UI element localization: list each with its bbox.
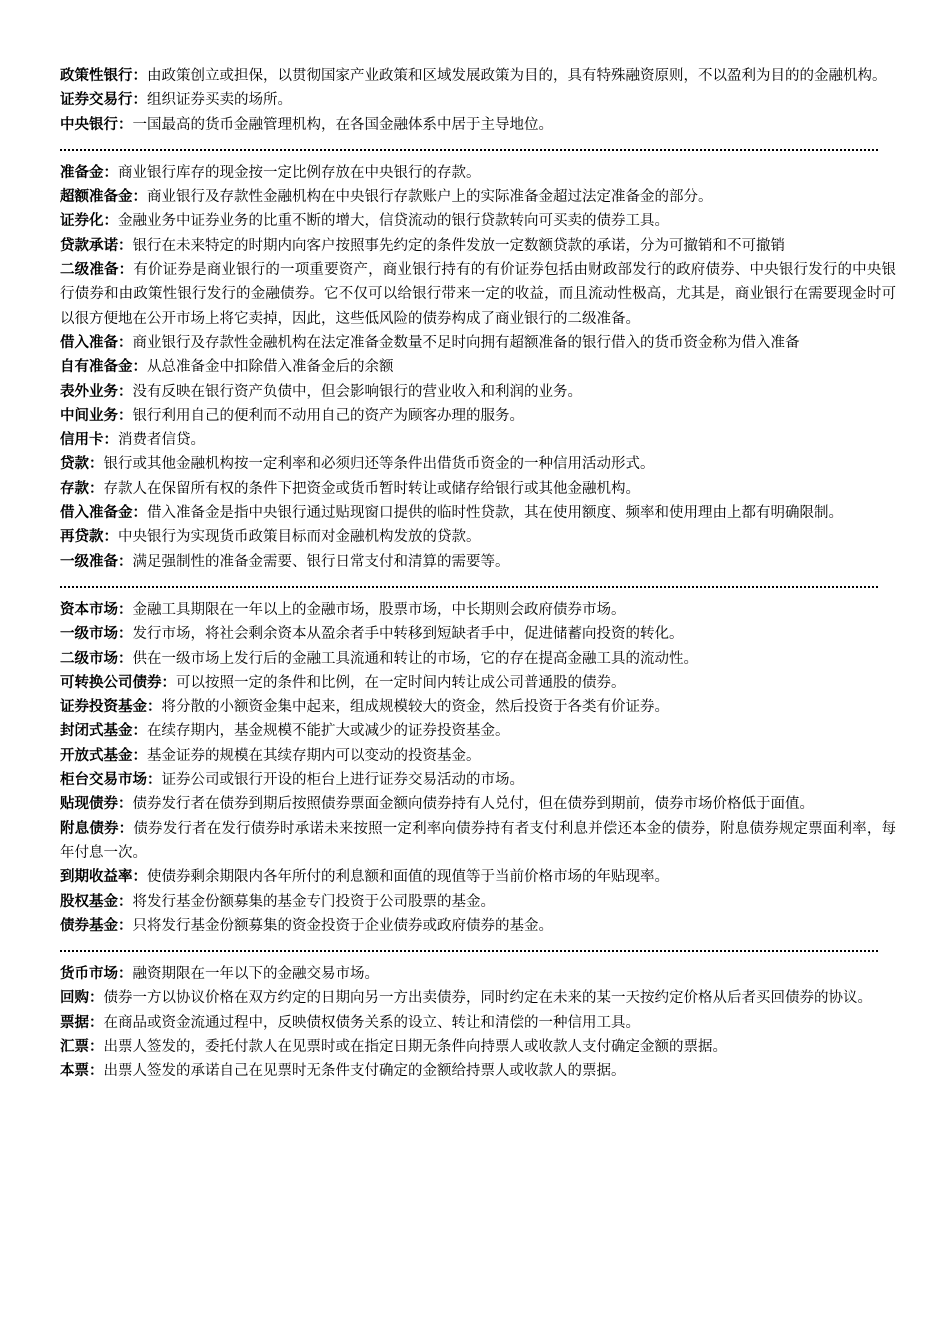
glossary-definition: 没有反映在银行资产负债中，但会影响银行的营业收入和利润的业务。 (132, 383, 582, 400)
glossary-definition: 金融业务中证券业务的比重不断的增大，信贷流动的银行贷款转向可买卖的债券工具。 (118, 213, 669, 230)
glossary-entry (60, 768, 896, 792)
glossary-term: 存款： (60, 479, 104, 497)
glossary-term: 资本市场： (60, 600, 133, 618)
glossary-entry (60, 744, 896, 768)
glossary-definition: 消费者信贷。 (118, 432, 205, 449)
glossary-definition: 由政策创立或担保，以贯彻国家产业政策和区域发展政策为目的，具有特殊融资原则，不以盈利为目的的金融机构。 (147, 68, 887, 84)
glossary-term: 一级准备： (60, 552, 133, 570)
glossary-entry (60, 234, 896, 258)
glossary-term: 证券化： (60, 212, 118, 230)
glossary-entry (60, 525, 896, 549)
glossary-definition: 商业银行及存款性金融机构在中央银行存款账户上的实际准备金超过法定准备金的部分。 (147, 189, 713, 206)
glossary-definition: 基金证券的规模在其续存期内可以变动的投资基金。 (147, 747, 481, 764)
glossary-term: 信用卡： (60, 431, 118, 449)
glossary-definition: 将发行基金份额募集的基金专门投资于公司股票的基金。 (132, 893, 495, 910)
glossary-definition: 借入准备金是指中央银行通过贴现窗口提供的临时性贷款，其在使用额度、频率和使用理由上都有明确限制。 (147, 505, 843, 522)
glossary-definition: 银行或其他金融机构按一定利率和必须归还等条件出借货币资金的一种信用活动形式。 (103, 456, 655, 473)
glossary-definition: 只将发行基金份额募集的资金投资于企业债券或政府债券的基金。 (132, 917, 553, 934)
glossary-definition: 出票人签发的，委托付款人在见票时或在指定日期无条件向持票人或收款人支付确定金额的票据。 (103, 1038, 727, 1055)
glossary-term: 贷款承诺： (60, 236, 133, 254)
glossary-entry (60, 258, 896, 331)
glossary-definition: 债券一方以协议价格在双方约定的日期向另一方出卖债券，同时约定在未来的某一天按约定价格从后者买回债券的协议。 (103, 990, 872, 1007)
glossary-entry (60, 185, 896, 209)
glossary-entry (60, 64, 896, 88)
glossary-entry (60, 404, 896, 428)
glossary-definition: 金融工具期限在一年以上的金融市场，股票市场，中长期则会政府债券市场。 (132, 601, 626, 618)
glossary-entry (60, 477, 896, 501)
glossary-entry (60, 209, 896, 233)
glossary-entry (60, 550, 896, 574)
glossary-term: 准备金： (60, 163, 118, 181)
glossary-definition: 可以按照一定的条件和比例，在一定时间内转让成公司普通股的债券。 (176, 674, 626, 691)
glossary-definition: 商业银行及存款性金融机构在法定准备金数量不足时向拥有超额准备的银行借入的货币资金称为借入准备 (132, 334, 800, 351)
glossary-definition: 商业银行库存的现金按一定比例存放在中央银行的存款。 (118, 164, 481, 181)
glossary-definition: 发行市场，将社会剩余资本从盈余者手中转移到短缺者手中，促进储蓄向投资的转化。 (132, 626, 684, 643)
glossary-definition: 从总准备金中扣除借入准备金后的余额 (147, 359, 394, 376)
glossary-section (60, 598, 896, 938)
glossary-entry (60, 962, 896, 986)
glossary-term: 借入准备金： (60, 504, 147, 522)
glossary-definition: 供在一级市场上发行后的金融工具流通和转让的市场，它的存在提高金融工具的流动性。 (132, 650, 698, 667)
glossary-definition: 存款人在保留所有权的条件下把资金或货币暂时转让或储存给银行或其他金融机构。 (103, 480, 640, 497)
glossary-term: 再贷款： (60, 528, 118, 546)
glossary-entry (60, 452, 896, 476)
glossary-term: 中央银行： (60, 115, 133, 133)
glossary-term: 债券基金： (60, 916, 133, 934)
glossary-page (60, 64, 896, 1084)
glossary-entry (60, 501, 896, 525)
glossary-entry (60, 1059, 896, 1083)
glossary-term: 封闭式基金： (60, 722, 147, 740)
glossary-term: 二级市场： (60, 649, 133, 667)
dotted-separator (60, 574, 878, 588)
glossary-entry (60, 695, 896, 719)
glossary-entry (60, 1035, 896, 1059)
glossary-term: 股权基金： (60, 892, 133, 910)
glossary-term: 自有准备金： (60, 358, 147, 376)
glossary-term: 证券交易行： (60, 91, 147, 109)
glossary-definition: 有价证券是商业银行的一项重要资产，商业银行持有的有价证券包括由财政部发行的政府债券、中央银行发行的中央银行债券和由政策性银行发行的金融债券。它不仅可以给银行带来一定的收益，而且流动性极高，尤其是，商业银行在需要现金时可以很方便地在公开市场上将它卖掉，因此，这些低风险的债券构成了商业银行的二级准备。 (60, 262, 897, 327)
glossary-term: 借入准备： (60, 333, 133, 351)
glossary-entry (60, 1011, 896, 1035)
glossary-term: 一级市场： (60, 625, 133, 643)
glossary-section (60, 64, 896, 137)
glossary-definition: 在商品或资金流通过程中，反映债权债务关系的设立、转让和清偿的一种信用工具。 (103, 1014, 640, 1031)
glossary-entry (60, 792, 896, 816)
glossary-term: 货币市场： (60, 965, 133, 983)
glossary-entry (60, 986, 896, 1010)
glossary-term: 二级准备： (60, 261, 134, 279)
glossary-entry (60, 890, 896, 914)
glossary-definition: 满足强制性的准备金需要、银行日常支付和清算的需要等。 (132, 553, 510, 570)
glossary-term: 回购： (60, 989, 104, 1007)
glossary-term: 附息债券： (60, 819, 134, 837)
dotted-separator (60, 137, 878, 151)
glossary-term: 开放式基金： (60, 746, 147, 764)
glossary-term: 贴现债券： (60, 795, 133, 813)
glossary-definition: 中央银行为实现货币政策目标而对金融机构发放的贷款。 (118, 529, 481, 546)
glossary-entry (60, 719, 896, 743)
glossary-entry (60, 113, 896, 137)
glossary-term: 到期收益率： (60, 868, 147, 886)
glossary-entry (60, 598, 896, 622)
glossary-definition: 债券发行者在发行债券时承诺未来按照一定利率向债券持有者支付利息并偿还本金的债券，附息债券规定票面利率，每年付息一次。 (60, 820, 897, 861)
glossary-definition: 银行在未来特定的时期内向客户按照事先约定的条件发放一定数额贷款的承诺，分为可撤销和不可撤销 (132, 237, 785, 254)
glossary-entry (60, 914, 896, 938)
glossary-entry (60, 161, 896, 185)
glossary-entry (60, 622, 896, 646)
glossary-section (60, 962, 896, 1083)
glossary-term: 中间业务： (60, 406, 133, 424)
dotted-separator (60, 938, 878, 952)
glossary-entry (60, 355, 896, 379)
glossary-entry (60, 671, 896, 695)
glossary-definition: 债券发行者在债券到期后按照债券票面金额向债券持有人兑付，但在债券到期前，债券市场价格低于面值。 (132, 796, 814, 813)
glossary-entry (60, 88, 896, 112)
glossary-term: 汇票： (60, 1037, 104, 1055)
glossary-term: 可转换公司债券： (60, 673, 176, 691)
glossary-definition: 出票人签发的承诺自己在见票时无条件支付确定的金额给持票人或收款人的票据。 (103, 1063, 626, 1080)
glossary-term: 证券投资基金： (60, 698, 162, 716)
glossary-definition: 使债券剩余期限内各年所付的利息额和面值的现值等于当前价格市场的年贴现率。 (147, 869, 669, 886)
glossary-term: 超额准备金： (60, 188, 147, 206)
glossary-definition: 证券公司或银行开设的柜台上进行证券交易活动的市场。 (161, 772, 524, 789)
glossary-definition: 在续存期内，基金规模不能扩大或减少的证券投资基金。 (147, 723, 510, 740)
glossary-definition: 一国最高的货币金融管理机构，在各国金融体系中居于主导地位。 (132, 116, 553, 133)
glossary-definition: 融资期限在一年以下的金融交易市场。 (132, 966, 379, 983)
glossary-term: 政策性银行： (60, 67, 147, 84)
glossary-entry (60, 865, 896, 889)
glossary-definition: 将分散的小额资金集中起来，组成规模较大的资金，然后投资于各类有价证券。 (161, 699, 669, 716)
glossary-term: 表外业务： (60, 382, 133, 400)
glossary-term: 票据： (60, 1013, 104, 1031)
glossary-term: 本票： (60, 1062, 104, 1080)
glossary-entry (60, 331, 896, 355)
glossary-entry (60, 380, 896, 404)
glossary-section (60, 161, 896, 574)
glossary-definition: 组织证券买卖的场所。 (147, 92, 292, 109)
glossary-entry (60, 817, 896, 866)
glossary-definition: 银行利用自己的便利而不动用自己的资产为顾客办理的服务。 (132, 407, 524, 424)
glossary-term: 贷款： (60, 455, 104, 473)
glossary-term: 柜台交易市场： (60, 771, 162, 789)
glossary-entry (60, 428, 896, 452)
glossary-entry (60, 647, 896, 671)
